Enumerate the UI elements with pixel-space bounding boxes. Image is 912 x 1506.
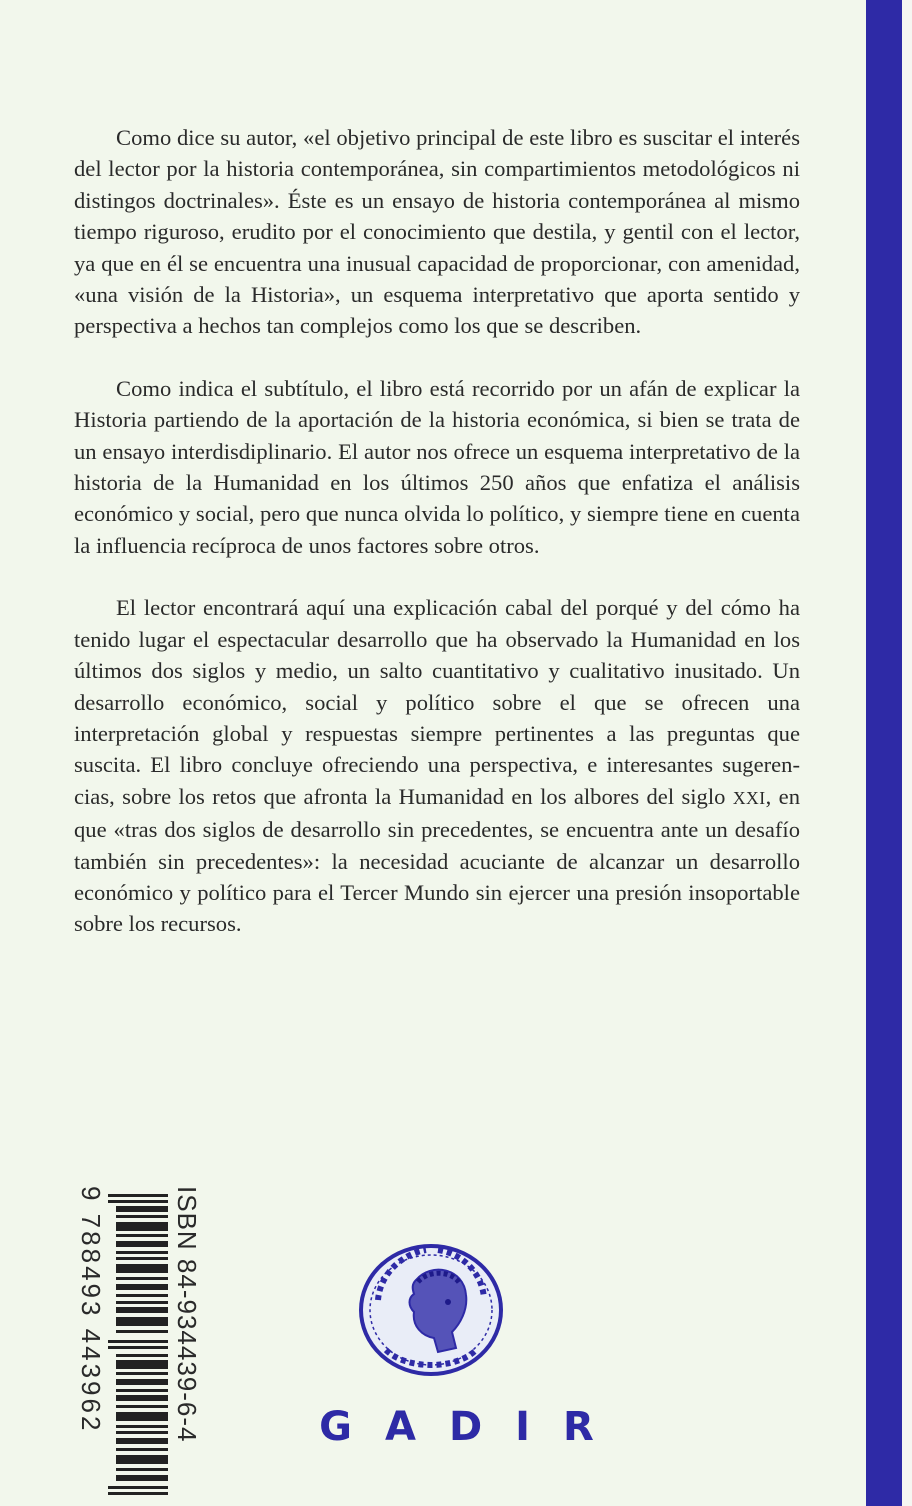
blurb-paragraph-3-part-b: , en que «tras dos siglos de desarrollo sin precedentes, se encuentra ante un desafío también sin precedentes»: la necesidad acuciante de alcanzar un desarrollo económico y político para el Tercer Mundo sin ejercer una presión insoportable sobre los recursos. (74, 783, 800, 937)
barcode-icon (108, 1194, 168, 1504)
blurb-paragraph-1: Como dice su autor, «el objetivo principal de este libro es suscitar el interés del lector por la historia contemporánea, sin compartimientos metodológicos ni distingos doctrinales». Éste es un ensayo de historia contemporánea al mismo tiempo riguroso, erudito por el conocimiento que destila, y gentil con el lector, ya que en él se encuentra una inusual capacidad de proporcionar, con amenidad, «una visión de la Historia», un esquema interpretativo que aporta sentido y perspectiva a hechos tan complejos como los que se describen. (74, 125, 800, 339)
blurb-paragraph-3-part-a: El lector encontrará aquí una explicación cabal del porqué y del cómo ha tenido lugar el espectacular desarrollo que ha observado la Humanidad en los últimos dos siglos y medio, un salto cuantitativo y cualitativo inusitado. Un desarrollo económico, social y político sobre el que se ofrecen una interpretación global y respuestas siempre pertinentes a las preguntas que suscita. El libro concluye ofreciendo una perspectiva, e interesantes sugerencias, sobre los retos que afronta la Humanidad en los albores del siglo (74, 595, 800, 809)
isbn-barcode-block (72, 1186, 272, 1443)
publisher-name: GADIR (319, 1404, 627, 1450)
roman-coin-emblem-icon (356, 1240, 506, 1380)
ean-digits: 9 788493 443962 (76, 1186, 106, 1434)
blurb-paragraph-3 (74, 592, 800, 939)
blurb-paragraph-2: Como indica el subtítulo, el libro está recorrido por un afán de explicar la Historia partiendo de la aportación de la historia económica, si bien se trata de un ensayo interdisdiplinario. El autor nos ofrece un esquema interpretativo de la historia de la Humanidad en los últimos 250 años que enfatiza el análisis económico y social, pero que nunca olvida lo político, y siempre tiene en cuenta la influencia recíproca de unos factores sobre otros. (74, 375, 800, 558)
spine-color-band (866, 0, 902, 1506)
century-numeral: XXI (732, 787, 766, 808)
back-cover-blurb (74, 122, 800, 940)
cover-edge (902, 0, 912, 1506)
isbn-label: ISBN 84-934439-6-4 (172, 1186, 202, 1443)
